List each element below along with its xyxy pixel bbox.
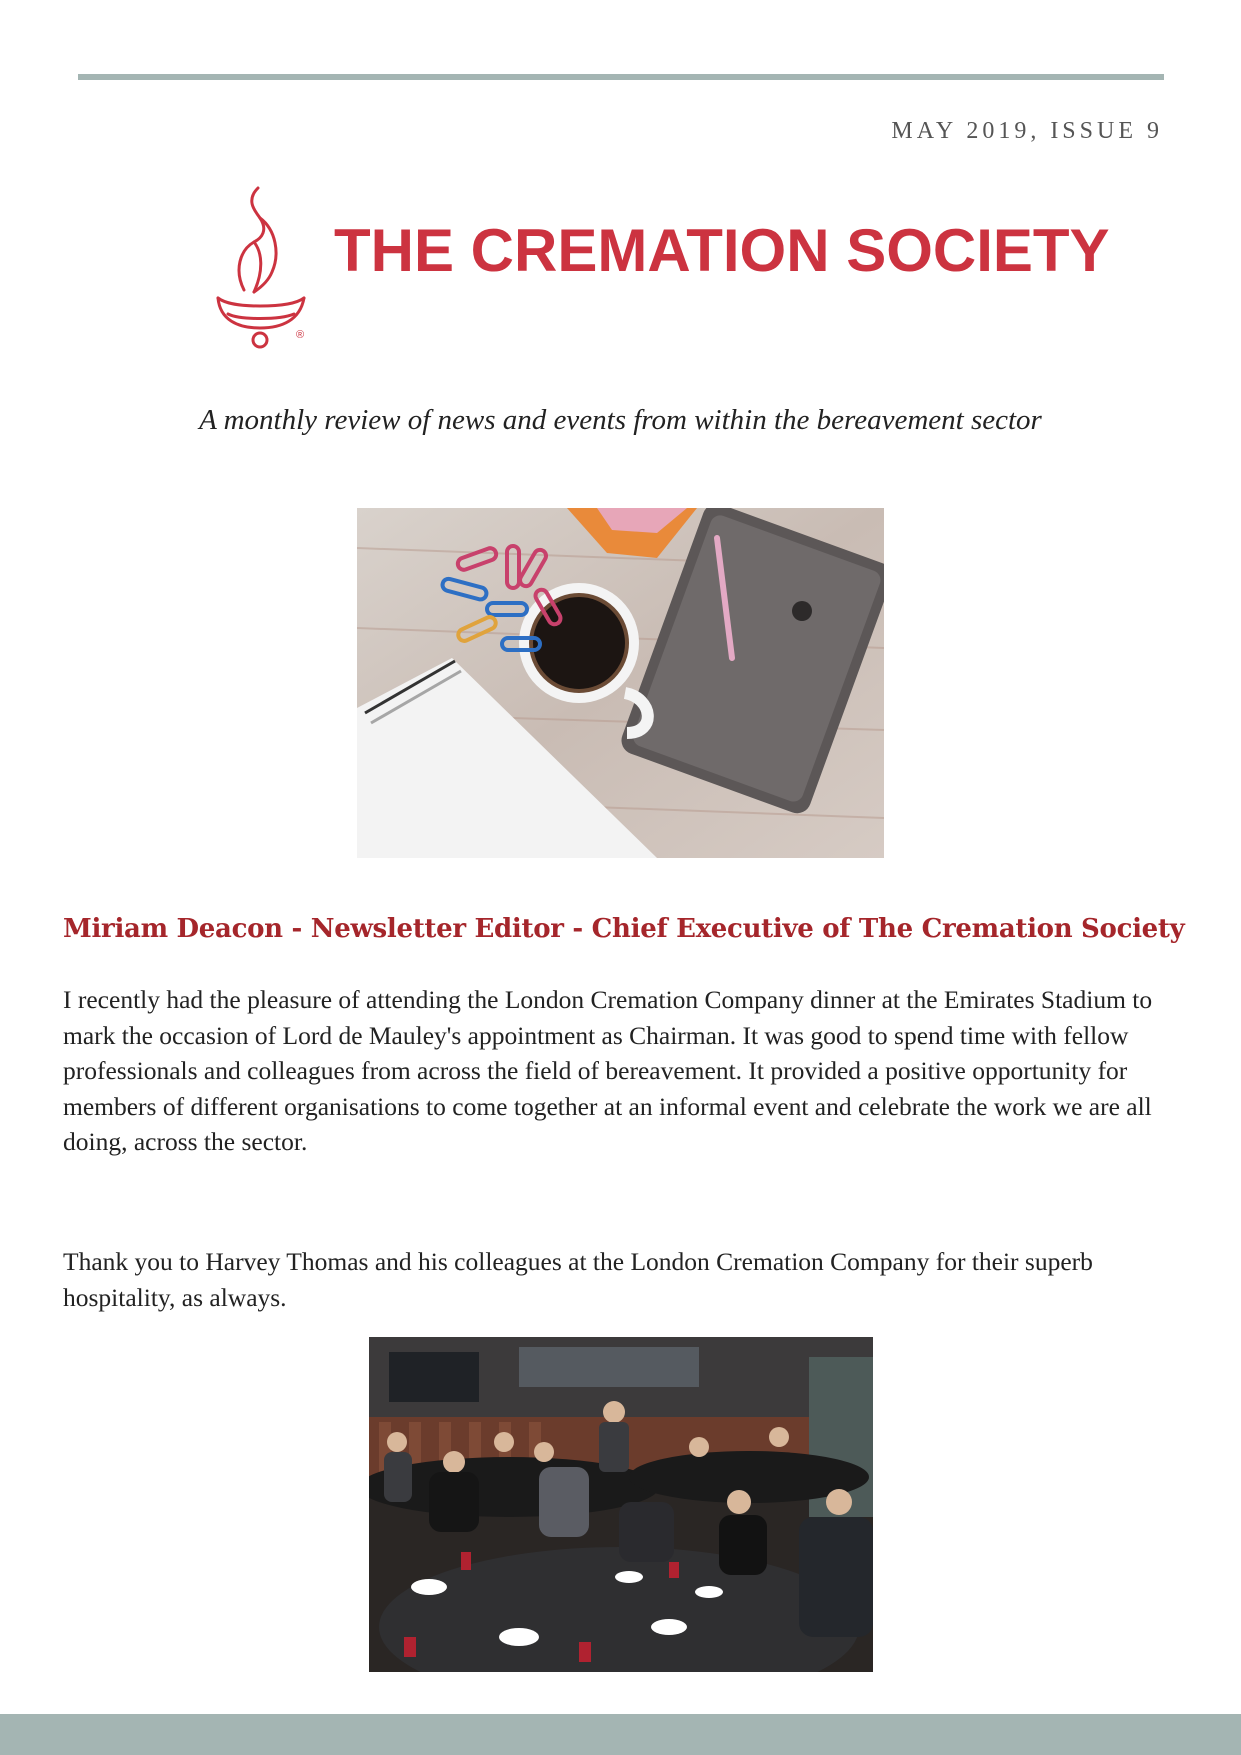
top-rule xyxy=(78,74,1164,80)
dinner-event-photo xyxy=(369,1337,873,1672)
article-heading: Miriam Deacon - Newsletter Editor - Chief Executive of The Cremation Society xyxy=(63,914,1185,944)
article-paragraph: Thank you to Harvey Thomas and his colleagues at the London Cremation Company for their superb hospitality, as always. xyxy=(63,1247,1093,1312)
desk-photo xyxy=(357,508,884,858)
logo-wordmark: THE CREMATION SOCIETY xyxy=(334,217,1110,284)
registered-mark: ® xyxy=(296,329,305,341)
issue-date: MAY 2019, ISSUE 9 xyxy=(891,118,1163,144)
tagline: A monthly review of news and events from within the bereavement sector xyxy=(199,404,1042,436)
society-logo xyxy=(210,180,1110,360)
flame-bowl-icon xyxy=(210,180,330,360)
article-paragraph: I recently had the pleasure of attending the London Cremation Company dinner at the Emirates Stadium to mark the occasion of Lord de Mauley's appointment as Chairman. It was good to spend time with fellow professionals and colleagues from across the field of bereavement. It provided a positive opportunity for members of different organisations to come together at an informal event and celebrate the work we are all doing, across the sector. xyxy=(63,985,1153,1156)
footer-band xyxy=(0,1714,1241,1755)
